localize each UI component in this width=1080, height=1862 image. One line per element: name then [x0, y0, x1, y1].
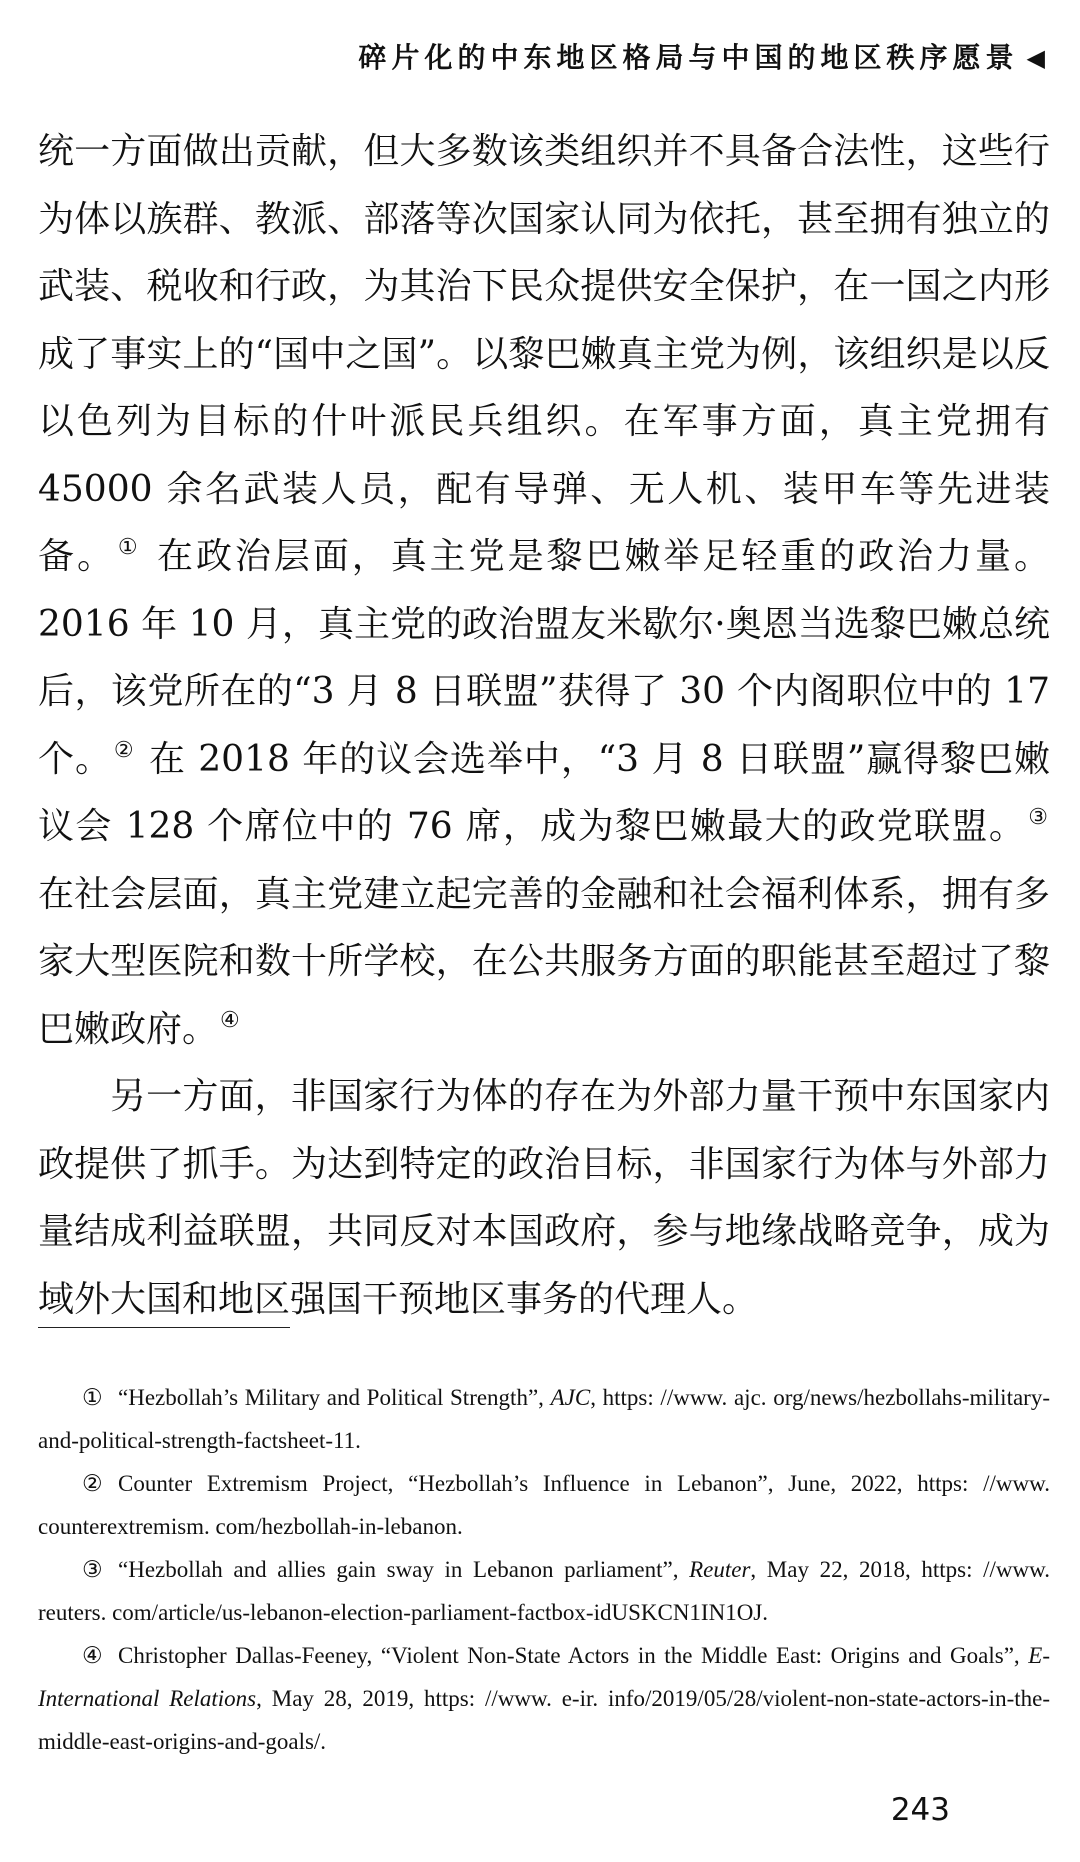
footnote-text: “Hezbollah’s Military and Political Strength”, [118, 1385, 551, 1410]
footnote-ref-2[interactable]: ② [113, 737, 135, 763]
footnote-4 [38, 1634, 1050, 1763]
footnotes [38, 1376, 1050, 1763]
footnote-ref-3[interactable]: ③ [1028, 805, 1048, 830]
footnote-number: ③ [82, 1557, 103, 1582]
footnote-text: Christopher Dallas-Feeney, “Violent Non-State Actors in the Middle East: Origins and Goals”, [118, 1643, 1029, 1668]
header-marker-icon: ◀ [1026, 44, 1050, 72]
paragraph-1 [38, 118, 1050, 1063]
footnote-source: E-International Relations [38, 1643, 1050, 1711]
running-header [300, 36, 1050, 76]
main-text [38, 118, 1050, 1333]
footnote-text[interactable]: Counter Extremism Project, “Hezbollah’s Influence in Lebanon”, June, 2022, https: //www. counterextremism. com/hezbollah-in-lebanon. [38, 1471, 1050, 1539]
footnote-number: ② [82, 1471, 103, 1496]
footnote-ref-1[interactable]: ① [117, 535, 141, 560]
footnote-source: Reuter [689, 1557, 751, 1582]
footnote-ref-4[interactable]: ④ [220, 1007, 240, 1033]
paragraph-2: 另一方面，非国家行为体的存在为外部力量干预中东国家内政提供了抓手。为达到特定的政治目标，非国家行为体与外部力量结成利益联盟，共同反对本国政府，参与地缘战略竞争，成为域外大国和地区强国干预地区事务的代理人。 [38, 1076, 1050, 1320]
footnote-source: AJC [550, 1385, 591, 1410]
footnote-2 [38, 1462, 1050, 1548]
footnote-divider [38, 1327, 290, 1328]
footnote-3 [38, 1548, 1050, 1634]
paragraph-1-sentence-3: 在 2018 年的议会选举中，“3 月 8 日联盟”赢得黎巴嫩议会 128 个席位中的 76 席，成为黎巴嫩最大的政党联盟。 [38, 738, 1050, 847]
page-number: 243 [890, 1792, 950, 1828]
paragraph-1-sentence-1: 统一方面做出贡献，但大多数该类组织并不具备合法性，这些行为体以族群、教派、部落等次国家认同为依托，甚至拥有独立的武装、税收和行政，为其治下民众提供安全保护，在一国之内形成了事实上的“国中之国”。以黎巴嫩真主党为例，该组织是以反以色列为目标的什叶派民兵组织。在军事方面，真主党拥有 45000 余名武装人员，配有导弹、无人机、装甲车等先进装备。 [38, 131, 1050, 577]
paragraph-1-sentence-4: 在社会层面，真主党建立起完善的金融和社会福利体系，拥有多家大型医院和数十所学校，在公共服务方面的职能甚至超过了黎巴嫩政府。 [38, 873, 1050, 1050]
footnote-link[interactable]: , May 28, 2019, https: //www. e-ir. info/2019/05/28/violent-non-state-actors-in-the-middle-east-origins-and-goals/. [38, 1686, 1050, 1754]
footnote-number: ① [82, 1385, 103, 1410]
footnote-text: “Hezbollah and allies gain sway in Lebanon parliament”, [118, 1557, 690, 1582]
running-header-title: 碎片化的中东地区格局与中国的地区秩序愿景 [358, 41, 1019, 74]
paragraph-1-sentence-2: 在政治层面，真主党是黎巴嫩举足轻重的政治力量。2016 年 10 月，真主党的政治盟友米歇尔·奥恩当选黎巴嫩总统后，该党所在的“3 月 8 日联盟”获得了 30 个内阁职位中的 17 个。 [38, 536, 1050, 780]
footnote-link[interactable]: , May 22, 2018, https: //www. reuters. com/article/us-lebanon-election-parliament-factbox-idUSKCN1IN1OJ. [38, 1557, 1051, 1625]
footnote-number: ④ [82, 1643, 103, 1668]
footnote-link[interactable]: , https: //www. ajc. org/news/hezbollahs-military-and-political-strength-factsheet-11. [38, 1385, 1050, 1453]
footnote-1 [38, 1376, 1050, 1462]
